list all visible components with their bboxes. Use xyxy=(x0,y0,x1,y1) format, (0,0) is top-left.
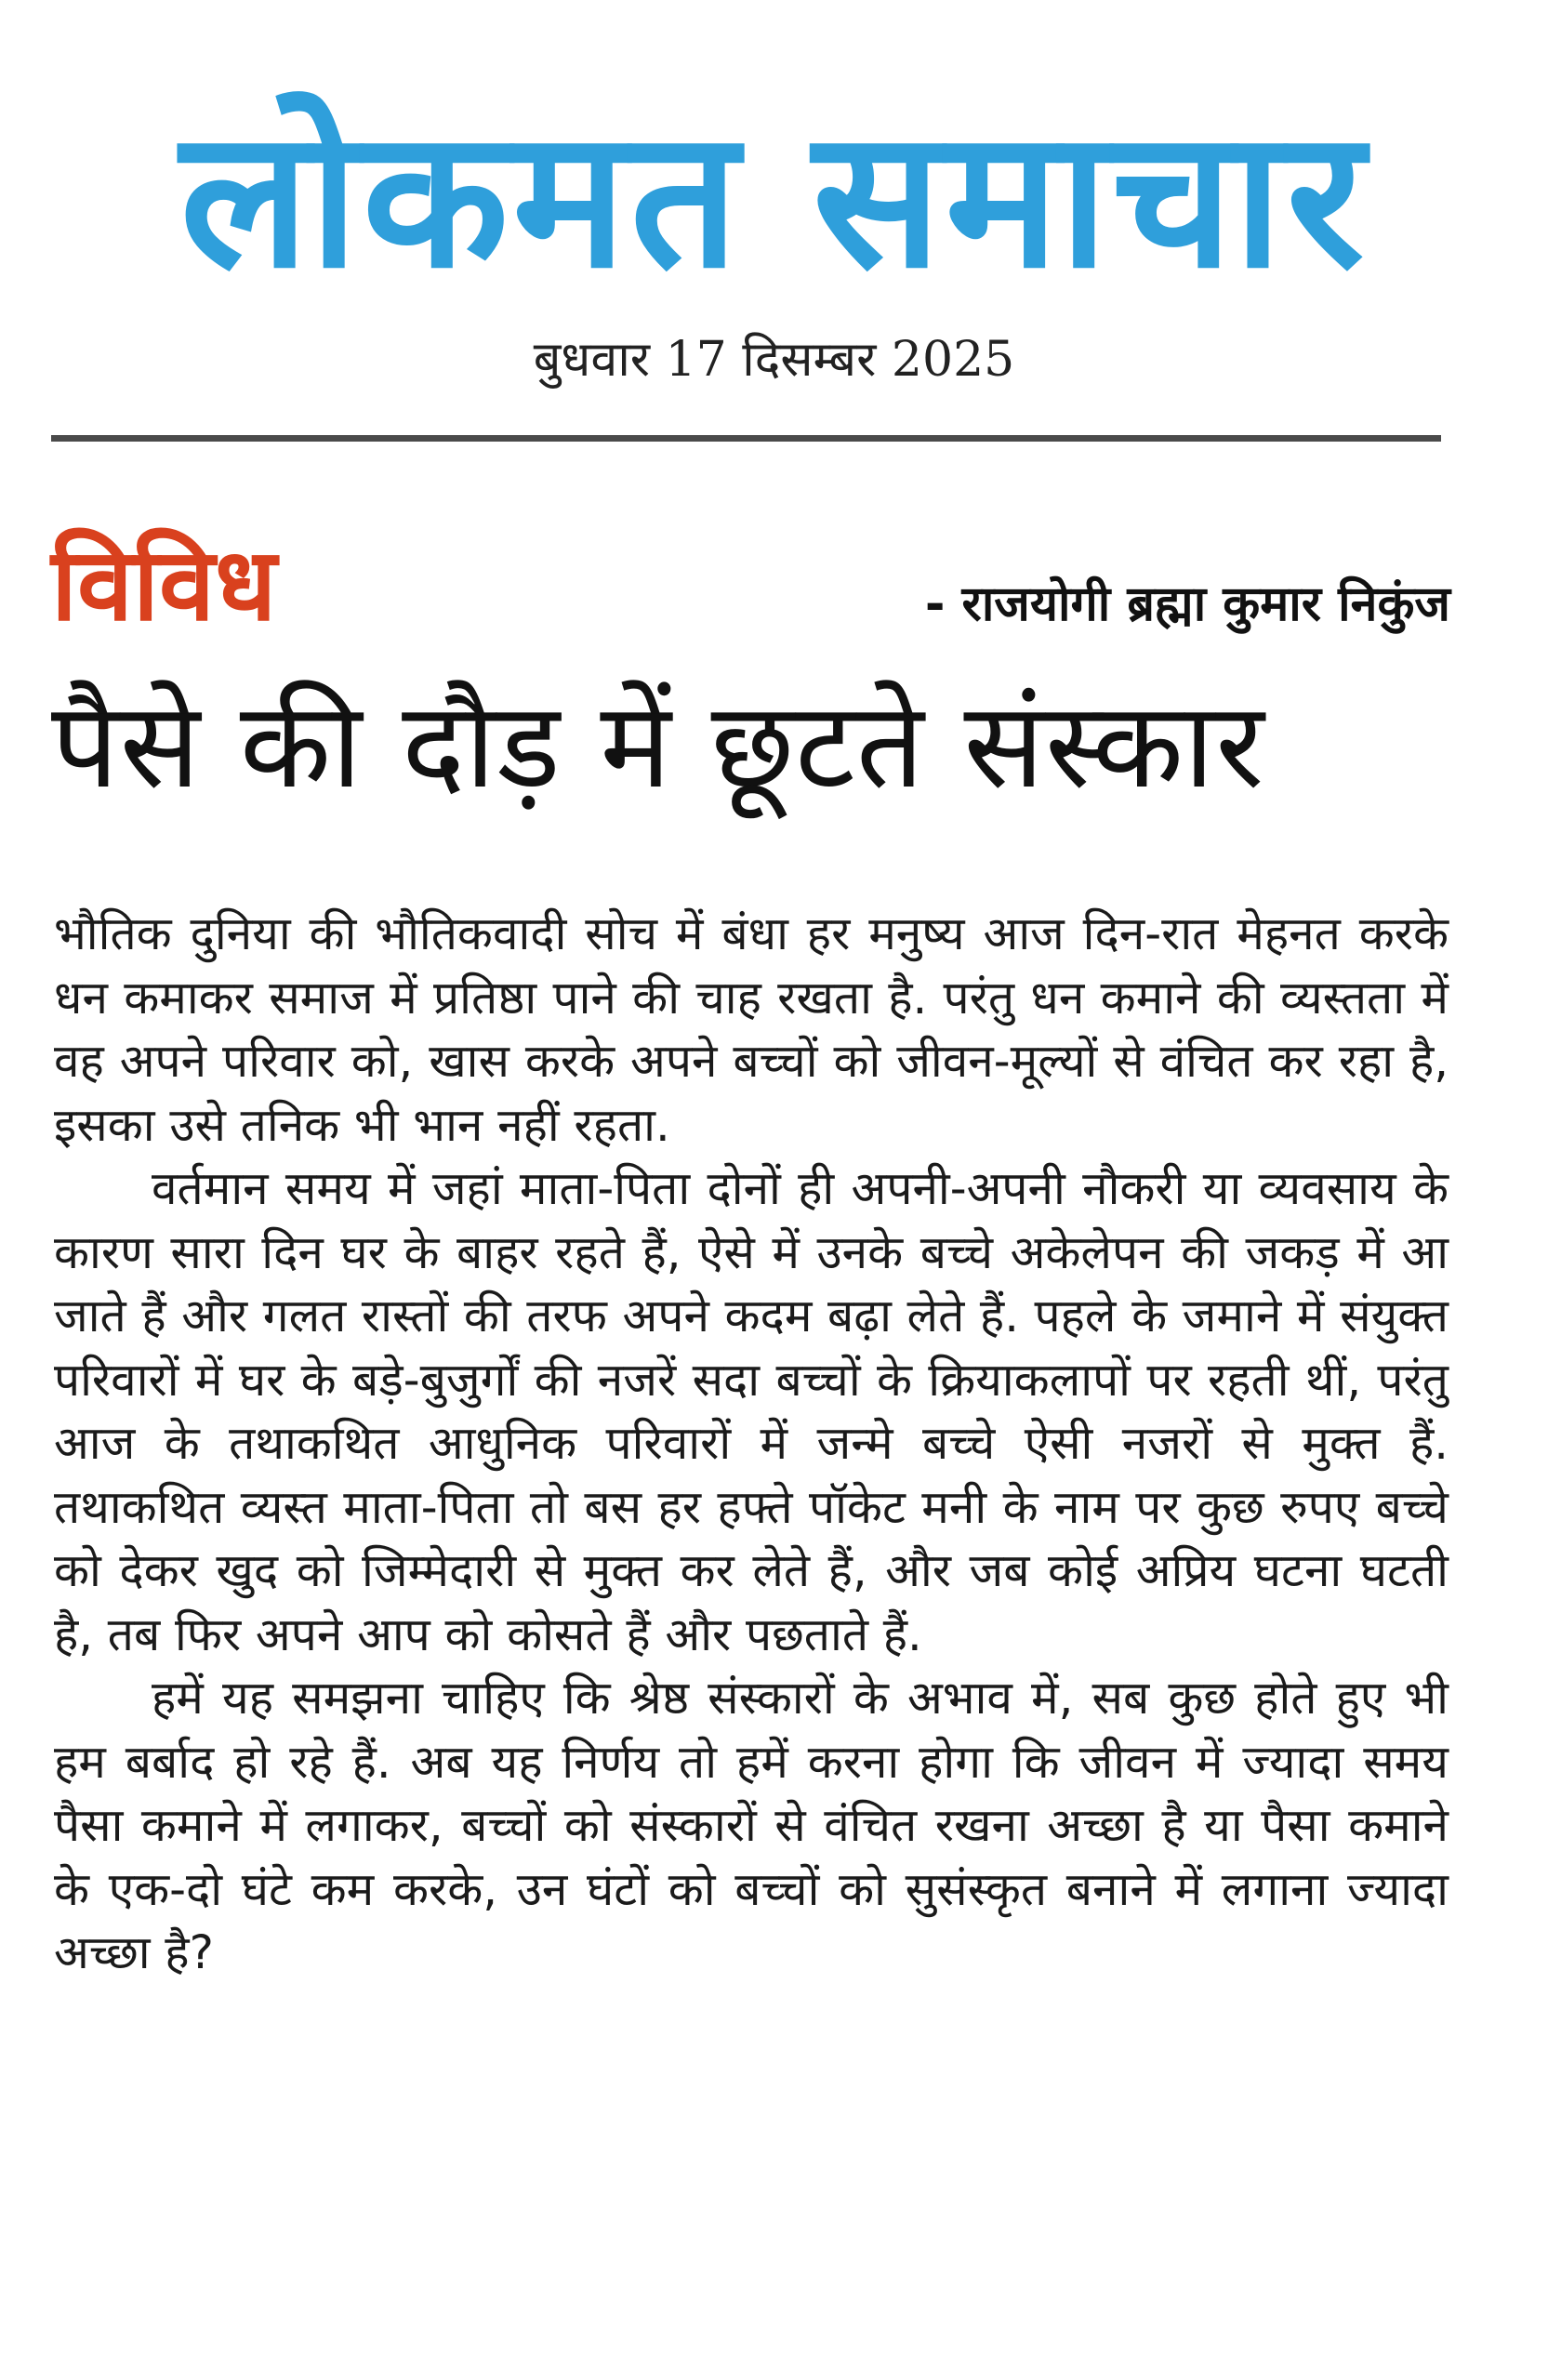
paragraph-2: वर्तमान समय में जहां माता-पिता दोनों ही अपनी-अपनी नौकरी या व्यवसाय के कारण सारा दिन घर के बाहर रहते हैं, ऐसे में उनके बच्चे अकेलेपन की जकड़ में आ जाते हैं और गलत रास्तों की तरफ अपने कदम बढ़ा लेते हैं. पहले के जमाने में संयुक्त परिवारों में घर के बड़े-बुजुर्गों की नजरें सदा बच्चों के क्रियाकलापों पर रहती थीं, परंतु आज के तथाकथित आधुनिक परिवारों में जन्मे बच्चे ऐसी नजरों से मुक्त हैं. तथाकथित व्यस्त माता-पिता तो बस हर हफ्ते पॉकेट मनी के नाम पर कुछ रुपए बच्चे को देकर खुद को जिम्मेदारी से मुक्त कर लेते हैं, और जब कोई अप्रिय घटना घटती है, तब फिर अपने आप को कोसते हैं और पछताते हैं. xyxy=(54,1161,1449,1661)
section-label: विविध xyxy=(51,527,277,643)
newspaper-logo: लोकमत समाचार xyxy=(179,89,1369,311)
paragraph-1: भौतिक दुनिया की भौतिकवादी सोच में बंधा हर मनुष्य आज दिन-रात मेहनत करके धन कमाकर समाज में प्रतिष्ठा पाने की चाह रखता है. परंतु धन कमाने की व्यस्तता में वह अपने परिवार को, खास करके अपने बच्चों को जीवन-मूल्यों से वंचित कर रहा है, इसका उसे तनिक भी भान नहीं रहता. xyxy=(54,906,1449,1152)
author-byline: - राजयोगी ब्रह्मा कुमार निकुंज xyxy=(924,576,1450,632)
masthead xyxy=(0,0,1548,437)
article-headline: पैसे की दौड़ में छूटते संस्कार xyxy=(51,677,1265,815)
header-divider xyxy=(51,435,1441,442)
publication-date: बुधवार 17 दिसम्बर 2025 xyxy=(533,332,1015,388)
paragraph-3: हमें यह समझना चाहिए कि श्रेष्ठ संस्कारों के अभाव में, सब कुछ होते हुए भी हम बर्बाद हो रहे हैं. अब यह निर्णय तो हमें करना होगा कि जीवन में ज्यादा समय पैसा कमाने में लगाकर, बच्चों को संस्कारों से वंचित रखना अच्छा है या पैसा कमाने के एक-दो घंटे कम करके, उन घंटों को बच्चों को सुसंस्कृत बनाने में लगाना ज्यादा अच्छा है? xyxy=(54,1671,1449,1979)
article-body xyxy=(54,902,1449,1985)
